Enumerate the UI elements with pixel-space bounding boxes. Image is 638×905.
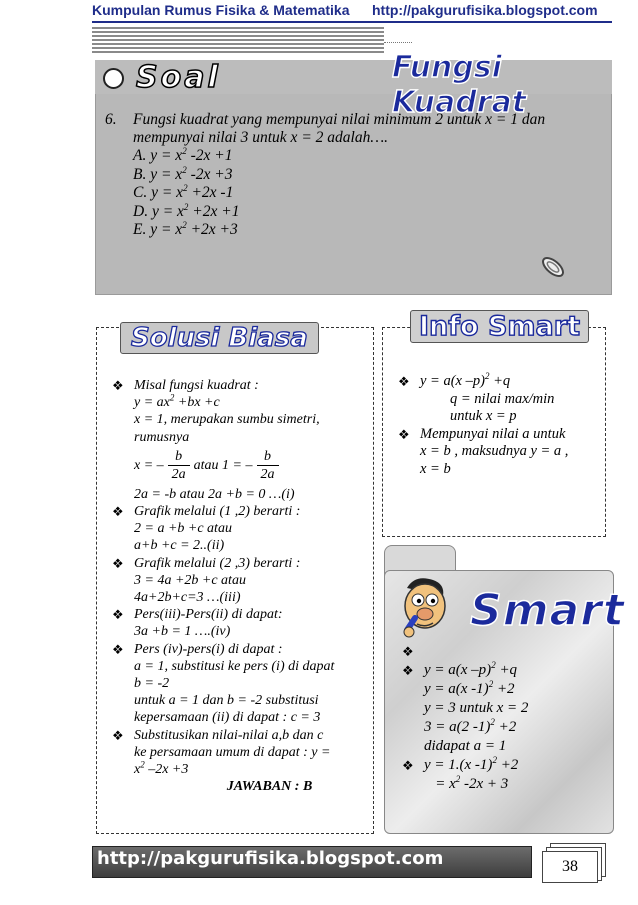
info-smart-content: ❖ y = a(x –p)$^2$ +q q = nilai max/min untuk x = p ❖ Mempunyai nilai a untuk x = b , maksudnya y = a , x = b [398,373,603,478]
circle-icon [103,68,124,89]
answer-options [133,147,239,240]
question-line-2: mempunyai nilai 3 untuk x = 2 adalah…. [133,129,388,146]
decorative-stripes [92,27,384,53]
diamond-bullet-icon: ❖ [398,374,410,389]
list-item: ❖ Pers (iv)-pers(i) di dapat : [112,641,283,657]
question-text [105,111,605,147]
diamond-bullet-icon: ❖ [112,378,124,393]
diamond-bullet-icon: ❖ [402,663,414,678]
list-item: ❖ y = a(x –p)$^2$ +q [402,660,518,678]
list-item: ❖ Pers(iii)-Pers(ii) di dapat: [112,607,283,623]
thinking-face-icon [385,570,465,650]
list-item: ❖ Grafik melalui (1 ,2) berarti : [112,504,301,520]
option-d: D. $y = x^2 +2x +1$ [133,201,240,220]
paperclip-icon [538,252,568,282]
option-c: C. $y = x^2 +2x$ -1 [133,182,234,201]
diamond-bullet-icon: ❖ [402,644,414,659]
question-number: 6. [105,111,117,128]
list-item: ❖ Misal fungsi kuadrat : [112,378,259,393]
diamond-bullet-icon: ❖ [112,607,124,623]
formula-fraction: x = – $\frac{b}{2a}$ atau 1 = – $\frac{b}{2a}$ [112,446,367,486]
list-item: ❖ y = 1.(x -1)$^2$ +2 [402,755,519,773]
question-line-1: Fungsi kuadrat yang mempunyai nilai minimum 2 untuk x = 1 dan [133,111,546,128]
smart-content: ❖ ❖ y = a(x –p)$^2$ +q y = a(x -1)$^2$ +2 y = 3 untuk x = 2 3 = a(2 -1)$^2$ +2 didapat a = 1 ❖ y = 1.(x -1)$^2$ +2 = $x^2$ -2x + 3 [402,642,607,794]
topic-title: Fungsi Kuadrat [392,50,527,120]
option-b: B. $y = x^2$ -2x +3 [133,164,233,183]
list-item [402,642,607,661]
diamond-bullet-icon: ❖ [398,426,410,442]
diamond-bullet-icon: ❖ [112,555,124,571]
header-rule [92,21,612,23]
list-item: ❖ Grafik melalui (2 ,3) berarti : [112,555,301,571]
page-number: 38 [542,851,598,883]
option-e: E. $y = x^2 +2x +3$ [133,219,238,238]
diamond-bullet-icon: ❖ [112,727,124,743]
solusi-biasa-title: Solusi Biasa [120,322,319,354]
list-item: ❖ Mempunyai nilai a untuk [398,425,566,442]
diamond-bullet-icon: ❖ [112,504,124,520]
solusi-biasa-content: ❖ Misal fungsi kuadrat : $y = ax^2 +bx +c$ x = 1, merupakan sumbu simetri, rumusnya x = – $\frac{b}{2a}$ atau 1 = – $\frac{b}{2a}$ 2a = -b atau 2a +b = 0 …(i) ❖ Grafik melalui (1 ,2) berarti : 2 = a +b +c atau a+b +c = 2..(ii) ❖ Grafik melalui (2 ,3) berarti : 3 = 4a +2b +c atau 4a+2b+c=3 …(iii) ❖ Pers(iii)-Pers(ii) di dapat: 3a +b = 1 ….(iv) ❖ Pers (iv)-pers(i) di dapat : a = 1, substitusi ke pers (i) di dapat b = -2 untuk a = 1 dan b = -2 substitusi kepersamaan (ii) di dapat : c = 3 ❖ Substitusikan nilai-nilai a,b dan c ke persamaan umum di dapat : y = $x^2$ –2x +3 JAWABAN : B [112,377,367,795]
diamond-bullet-icon: ❖ [402,758,414,773]
soal-badge: Soal [136,60,221,95]
list-item: ❖ y = a(x –p)$^2$ +q [398,371,511,389]
dotted-divider [384,42,412,43]
header-title: Kumpulan Rumus Fisika & Matematika [92,2,350,18]
option-a: A. $y = x^2$ -2x +1 [133,145,233,164]
list-item: ❖ Substitusikan nilai-nilai a,b dan c [112,727,324,743]
header-url-link[interactable]: http://pakgurufisika.blogspot.com [372,2,598,18]
answer-label: JAWABAN : B [226,779,313,795]
smart-title: Smart [470,585,625,636]
diamond-bullet-icon: ❖ [112,641,124,657]
info-smart-title: Info Smart [410,310,589,343]
footer-url-link[interactable]: http://pakgurufisika.blogspot.com [97,848,444,869]
